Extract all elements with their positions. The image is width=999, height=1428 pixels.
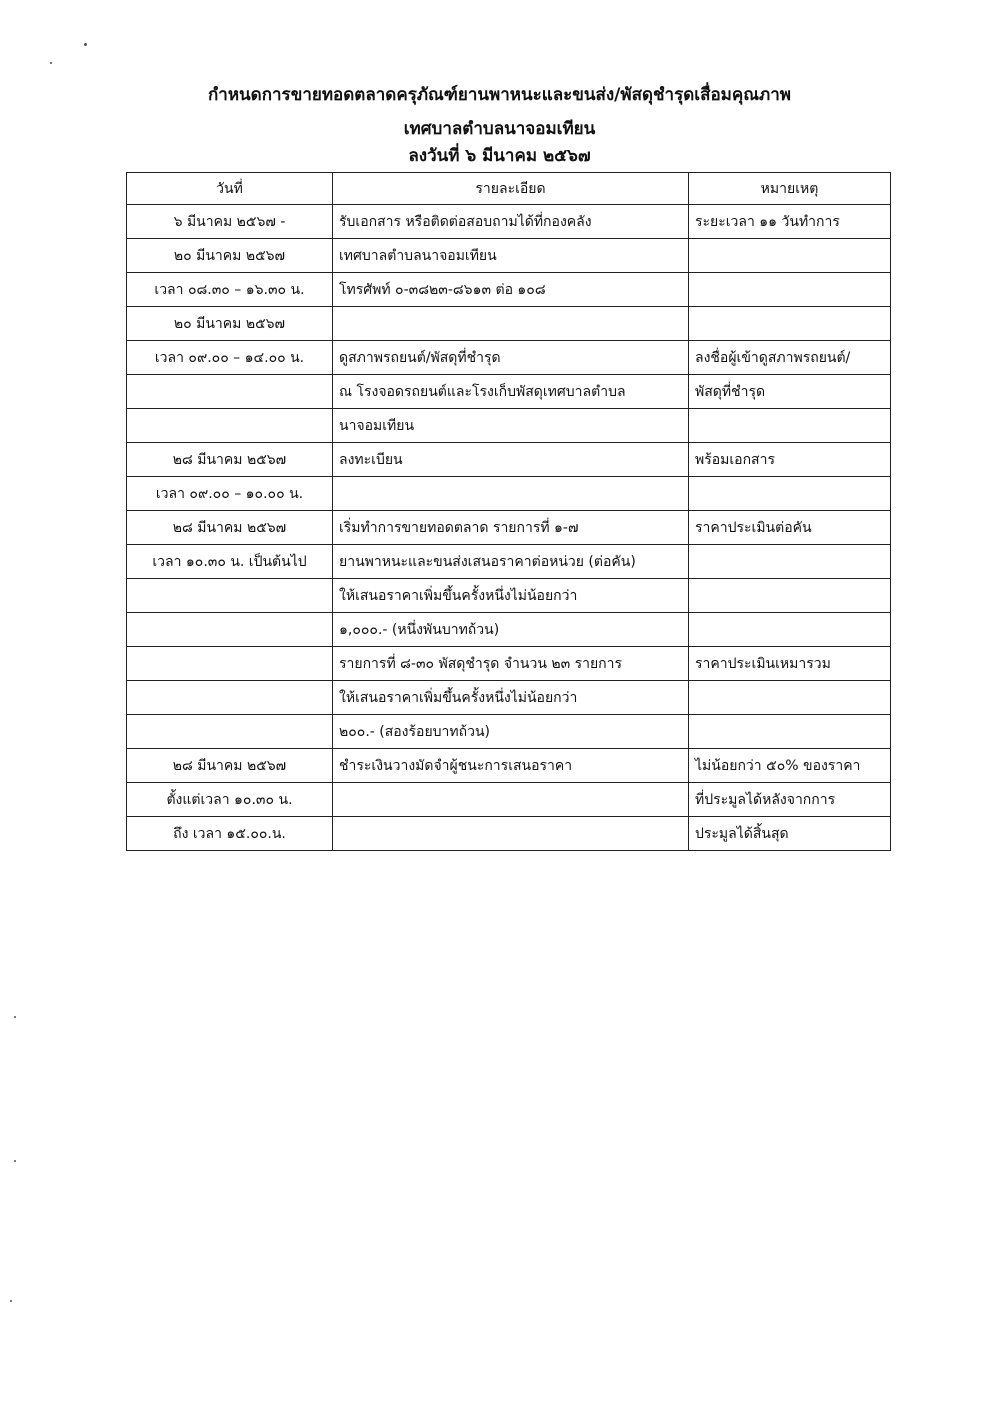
scan-speck (14, 1160, 16, 1162)
cell-detail: ๒๐๐.- (สองร้อยบาทถ้วน) (333, 715, 689, 749)
table-row (127, 205, 891, 239)
cell-date: เวลา ๐๘.๓๐ – ๑๖.๓๐ น. (127, 273, 333, 307)
cell-remark: ราคาประเมินเหมารวม (689, 647, 891, 681)
cell-remark: ระยะเวลา ๑๑ วันทำการ (689, 205, 891, 239)
cell-detail: เริ่มทำการขายทอดตลาด รายการที่ ๑-๗ (333, 511, 689, 545)
cell-remark (689, 307, 891, 341)
organization-name: เทศบาลตำบลนาจอมเทียน (403, 119, 596, 139)
cell-detail: ยานพาหนะและขนส่งเสนอราคาต่อหน่วย (ต่อคัน) (333, 545, 689, 579)
cell-remark (689, 545, 891, 579)
cell-detail: ลงทะเบียน (333, 443, 689, 477)
cell-date: ตั้งแต่เวลา ๑๐.๓๐ น. (127, 783, 333, 817)
cell-detail (333, 307, 689, 341)
table-row (127, 273, 891, 307)
cell-detail: ณ โรงจอดรถยนต์และโรงเก็บพัสดุเทศบาลตำบล (333, 375, 689, 409)
table-row (127, 817, 891, 851)
scan-speck (84, 43, 87, 46)
cell-remark (689, 579, 891, 613)
table-row (127, 511, 891, 545)
table-row (127, 749, 891, 783)
cell-detail: ดูสภาพรถยนต์/พัสดุที่ชำรุด (333, 341, 689, 375)
cell-detail: รายการที่ ๘-๓๐ พัสดุชำรุด จำนวน ๒๓ รายการ (333, 647, 689, 681)
cell-remark (689, 477, 891, 511)
cell-detail: โทรศัพท์ ๐-๓๘๒๓-๘๖๑๓ ต่อ ๑๐๘ (333, 273, 689, 307)
cell-date: ๖ มีนาคม ๒๕๖๗ - (127, 205, 333, 239)
cell-date (127, 579, 333, 613)
cell-date: ๒๐ มีนาคม ๒๕๖๗ (127, 239, 333, 273)
table-row (127, 647, 891, 681)
cell-detail: รับเอกสาร หรือติดต่อสอบถามได้ที่กองคลัง (333, 205, 689, 239)
cell-date: เวลา ๐๙.๐๐ – ๑๐.๐๐ น. (127, 477, 333, 511)
table-row (127, 477, 891, 511)
table-row (127, 409, 891, 443)
table-row (127, 783, 891, 817)
table-row (127, 715, 891, 749)
table-row (127, 681, 891, 715)
cell-remark: พร้อมเอกสาร (689, 443, 891, 477)
cell-detail: ให้เสนอราคาเพิ่มขึ้นครั้งหนึ่งไม่น้อยกว่า (333, 579, 689, 613)
table-row (127, 341, 891, 375)
document-date: ลงวันที่ ๖ มีนาคม ๒๕๖๗ (408, 146, 591, 166)
cell-remark: ประมูลได้สิ้นสุด (689, 817, 891, 851)
table-row (127, 307, 891, 341)
cell-remark: พัสดุที่ชำรุด (689, 375, 891, 409)
scan-speck (50, 62, 52, 64)
table-row (127, 613, 891, 647)
cell-date: ๒๐ มีนาคม ๒๕๖๗ (127, 307, 333, 341)
cell-remark (689, 239, 891, 273)
column-header-remark: หมายเหตุ (689, 173, 891, 205)
cell-detail (333, 477, 689, 511)
cell-date: ๒๘ มีนาคม ๒๕๖๗ (127, 443, 333, 477)
cell-remark (689, 613, 891, 647)
schedule-table (126, 172, 891, 851)
cell-remark: ที่ประมูลได้หลังจากการ (689, 783, 891, 817)
table-row (127, 579, 891, 613)
cell-date (127, 681, 333, 715)
cell-detail (333, 817, 689, 851)
cell-date (127, 409, 333, 443)
scan-speck (14, 1016, 16, 1018)
column-header-detail: รายละเอียด (333, 173, 689, 205)
cell-date (127, 715, 333, 749)
cell-detail: เทศบาลตำบลนาจอมเทียน (333, 239, 689, 273)
cell-remark: ลงชื่อผู้เข้าดูสภาพรถยนต์/ (689, 341, 891, 375)
cell-date: ถึง เวลา ๑๕.๐๐.น. (127, 817, 333, 851)
table-header-row (127, 173, 891, 205)
cell-remark: ราคาประเมินต่อคัน (689, 511, 891, 545)
column-header-date: วันที่ (127, 173, 333, 205)
cell-detail: ชำระเงินวางมัดจำผู้ชนะการเสนอราคา (333, 749, 689, 783)
table-row (127, 375, 891, 409)
cell-date: ๒๘ มีนาคม ๒๕๖๗ (127, 749, 333, 783)
cell-detail (333, 783, 689, 817)
cell-date (127, 647, 333, 681)
cell-detail: ให้เสนอราคาเพิ่มขึ้นครั้งหนึ่งไม่น้อยกว่า (333, 681, 689, 715)
cell-date (127, 375, 333, 409)
cell-date: เวลา ๑๐.๓๐ น. เป็นต้นไป (127, 545, 333, 579)
cell-remark (689, 681, 891, 715)
cell-date: เวลา ๐๙.๐๐ – ๑๔.๐๐ น. (127, 341, 333, 375)
document-title: กำหนดการขายทอดตลาดครุภัณฑ์ยานพาหนะและขนส่ง/พัสดุชำรุดเสื่อมคุณภาพ (208, 85, 791, 105)
table-row (127, 443, 891, 477)
cell-remark: ไม่น้อยกว่า ๕๐% ของราคา (689, 749, 891, 783)
cell-date: ๒๘ มีนาคม ๒๕๖๗ (127, 511, 333, 545)
cell-date (127, 613, 333, 647)
cell-detail: นาจอมเทียน (333, 409, 689, 443)
scan-speck (10, 1300, 12, 1302)
table-row (127, 239, 891, 273)
cell-remark (689, 715, 891, 749)
cell-remark (689, 409, 891, 443)
cell-remark (689, 273, 891, 307)
cell-detail: ๑,๐๐๐.- (หนึ่งพันบาทถ้วน) (333, 613, 689, 647)
table-row (127, 545, 891, 579)
